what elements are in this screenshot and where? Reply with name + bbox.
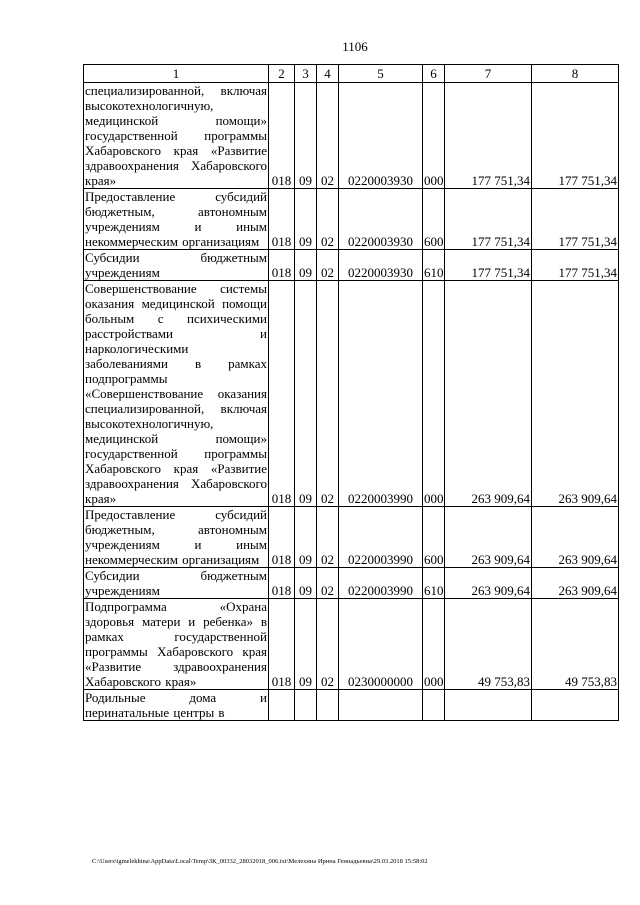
ministry-code — [269, 690, 295, 721]
section-code: 09 — [295, 83, 317, 189]
ministry-code: 018 — [269, 250, 295, 281]
subsection-code: 02 — [317, 281, 339, 507]
item-name: Предоставление субсидий бюджетным, автономным учреждениям и иным некоммерческим организациям — [85, 189, 267, 249]
header-cell: 1 — [84, 65, 269, 83]
item-name: Субсидии бюджетным учреждениям — [85, 568, 267, 598]
item-name: Родильные дома и перинатальные центры в — [85, 690, 267, 720]
amount-col7: 263 909,64 — [445, 568, 532, 599]
expense-type-code: 610 — [423, 568, 445, 599]
subsection-code: 02 — [317, 599, 339, 690]
expense-type-code: 000 — [423, 83, 445, 189]
subsection-code: 02 — [317, 568, 339, 599]
item-name: Субсидии бюджетным учреждениям — [85, 250, 267, 280]
target-article-code: 0230000000 — [339, 599, 423, 690]
amount-col8 — [532, 690, 619, 721]
table-row — [84, 83, 619, 189]
expense-type-code — [423, 690, 445, 721]
subsection-code: 02 — [317, 83, 339, 189]
subsection-code: 02 — [317, 189, 339, 250]
amount-col7: 177 751,34 — [445, 250, 532, 281]
ministry-code: 018 — [269, 568, 295, 599]
item-name: Подпрограмма «Охрана здоровья матери и ребенка» в рамках государственной программы Хабаровского края «Развитие здравоохранения Хабаровского края» — [85, 599, 267, 689]
amount-col8: 263 909,64 — [532, 568, 619, 599]
header-cell: 5 — [339, 65, 423, 83]
section-code: 09 — [295, 281, 317, 507]
table-row — [84, 599, 619, 690]
ministry-code: 018 — [269, 599, 295, 690]
amount-col7 — [445, 690, 532, 721]
amount-col8: 263 909,64 — [532, 281, 619, 507]
item-name: специализированной, включая высокотехнологичную, медицинской помощи» государственной программы Хабаровского края «Развитие здравоохранения Хабаровского края» — [85, 83, 267, 188]
header-cell: 4 — [317, 65, 339, 83]
target-article-code: 0220003930 — [339, 250, 423, 281]
table-header-row — [84, 65, 619, 83]
target-article-code: 0220003990 — [339, 507, 423, 568]
table-row — [84, 690, 619, 721]
section-code: 09 — [295, 189, 317, 250]
item-name: Совершенствование системы оказания медицинской помощи больным с психическими расстройствами и наркологическими заболеваниями в рамках подпрограммы «Совершенствование оказания специализированной, включая высокотехнологичную, медицинской помощи» государственной программы Хабаровского края «Развитие здравоохранения Хабаровского края» — [85, 281, 267, 506]
expense-type-code: 600 — [423, 507, 445, 568]
header-cell: 3 — [295, 65, 317, 83]
amount-col8: 263 909,64 — [532, 507, 619, 568]
header-cell: 6 — [423, 65, 445, 83]
table-row — [84, 189, 619, 250]
amount-col7: 263 909,64 — [445, 281, 532, 507]
target-article-code: 0220003990 — [339, 281, 423, 507]
amount-col7: 177 751,34 — [445, 83, 532, 189]
section-code: 09 — [295, 250, 317, 281]
amount-col7: 49 753,83 — [445, 599, 532, 690]
section-code — [295, 690, 317, 721]
ministry-code: 018 — [269, 507, 295, 568]
expense-type-code: 610 — [423, 250, 445, 281]
amount-col7: 263 909,64 — [445, 507, 532, 568]
target-article-code: 0220003930 — [339, 83, 423, 189]
section-code: 09 — [295, 507, 317, 568]
expense-type-code: 600 — [423, 189, 445, 250]
table-row — [84, 281, 619, 507]
page-number: 1106 — [342, 39, 368, 54]
amount-col8: 177 751,34 — [532, 250, 619, 281]
expense-type-code: 000 — [423, 281, 445, 507]
section-code: 09 — [295, 599, 317, 690]
header-cell: 7 — [445, 65, 532, 83]
budget-table — [83, 64, 619, 721]
target-article-code: 0220003930 — [339, 189, 423, 250]
target-article-code — [339, 690, 423, 721]
section-code: 09 — [295, 568, 317, 599]
ministry-code: 018 — [269, 189, 295, 250]
amount-col8: 177 751,34 — [532, 83, 619, 189]
target-article-code: 0220003990 — [339, 568, 423, 599]
subsection-code: 02 — [317, 250, 339, 281]
ministry-code: 018 — [269, 281, 295, 507]
table-row — [84, 507, 619, 568]
table-row — [84, 568, 619, 599]
header-cell: 2 — [269, 65, 295, 83]
table-row — [84, 250, 619, 281]
footer-file-path: C:\Users\igmelekhina\AppData\Local\Temp\ЗК_00332_28032018_006.txt\Мелехина Ирина Геннадьевна\29.03.2018 15:58:02 — [92, 858, 428, 865]
subsection-code — [317, 690, 339, 721]
expense-type-code: 000 — [423, 599, 445, 690]
header-cell: 8 — [532, 65, 619, 83]
ministry-code: 018 — [269, 83, 295, 189]
amount-col7: 177 751,34 — [445, 189, 532, 250]
amount-col8: 177 751,34 — [532, 189, 619, 250]
amount-col8: 49 753,83 — [532, 599, 619, 690]
subsection-code: 02 — [317, 507, 339, 568]
item-name: Предоставление субсидий бюджетным, автономным учреждениям и иным некоммерческим организациям — [85, 507, 267, 567]
